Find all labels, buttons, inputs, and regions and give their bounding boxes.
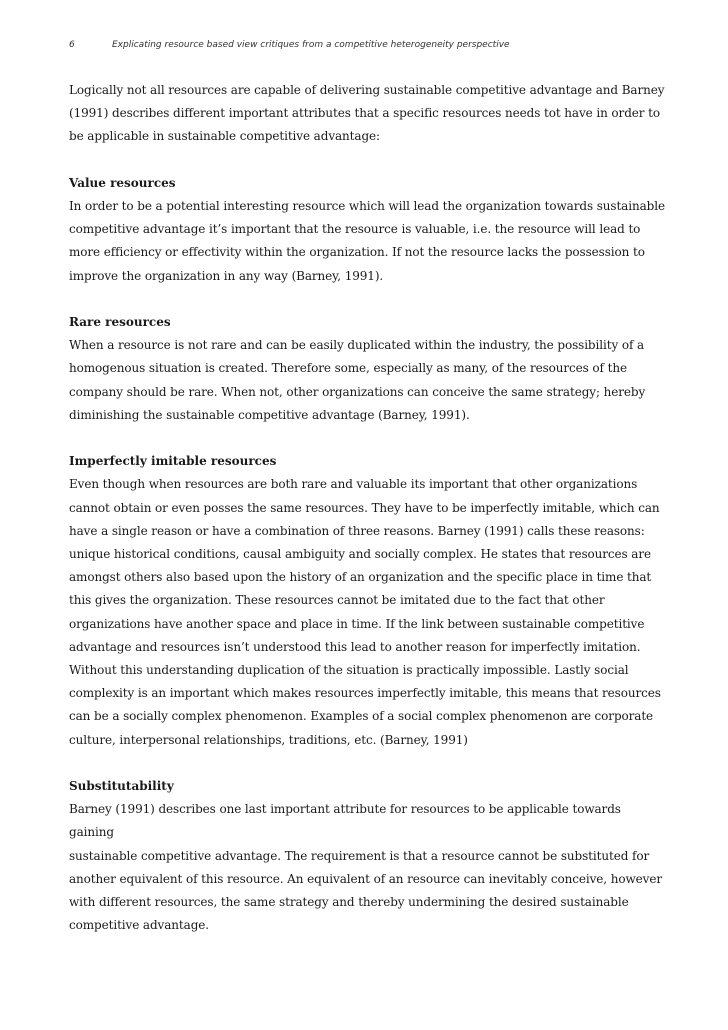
running-title: Explicating resource based view critiques from a competitive heterogeneity perspective bbox=[112, 40, 510, 50]
section-substitutability bbox=[69, 775, 669, 937]
section-heading: Value resources bbox=[69, 175, 176, 190]
section-paragraph: In order to be a potential interesting resource which will lead the organization towards sustainable competitive advantage it’s important that the resource is valuable, i.e. the resource will lead to more efficiency or effectivity within the organization. If not the resource lacks the possession to improve the organization in any way (Barney, 1991). bbox=[69, 199, 665, 283]
section-rare-resources bbox=[69, 311, 669, 427]
running-header bbox=[69, 40, 669, 56]
section-imperfectly-imitable bbox=[69, 450, 669, 752]
section-heading: Substitutability bbox=[69, 779, 174, 794]
section-paragraph: Even though when resources are both rare and valuable its important that other organizations cannot obtain or even posses the same resources. They have to be imperfectly imitable, which can have a single reason or have a combination of three reasons. Barney (1991) calls these reasons: unique historical conditions, causal ambiguity and socially complex. He states that resources are amongst others also based upon the history of an organization and the specific place in time that this gives the organization. These resources cannot be imitated due to the fact that other organizations have another space and place in time. If the link between sustainable competitive advantage and resources isn’t understood this lead to another reason for imperfectly imitation. Without this understanding duplication of the situation is practically impossible. Lastly social complexity is an important which makes resources imperfectly imitable, this means that resources can be a socially complex phenomenon. Examples of a social complex phenomenon are corporate culture, interpersonal relationships, traditions, etc. (Barney, 1991) bbox=[69, 477, 661, 747]
document-body bbox=[69, 79, 669, 961]
section-paragraph: Barney (1991) describes one last important attribute for resources to be applicable towards gaining sustainable competitive advantage. The requirement is that a resource cannot be substituted for another equivalent of this resource. An equivalent of an resource can inevitably conceive, however with different resources, the same strategy and thereby undermining the desired sustainable competitive advantage. bbox=[69, 802, 662, 933]
section-heading: Imperfectly imitable resources bbox=[69, 454, 277, 469]
page-number: 6 bbox=[69, 40, 75, 50]
intro-paragraph: Logically not all resources are capable of delivering sustainable competitive advantage and Barney (1991) describes different important attributes that a specific resources needs tot have in order to be applicable in sustainable competitive advantage: bbox=[69, 83, 665, 144]
section-value-resources bbox=[69, 172, 669, 288]
section-heading: Rare resources bbox=[69, 315, 171, 329]
section-paragraph: When a resource is not rare and can be easily duplicated within the industry, the possibility of a homogenous situation is created. Therefore some, especially as many, of the resources of the company should be rare. When not, other organizations can conceive the same strategy; hereby diminishing the sustainable competitive advantage (Barney, 1991). bbox=[69, 338, 646, 422]
